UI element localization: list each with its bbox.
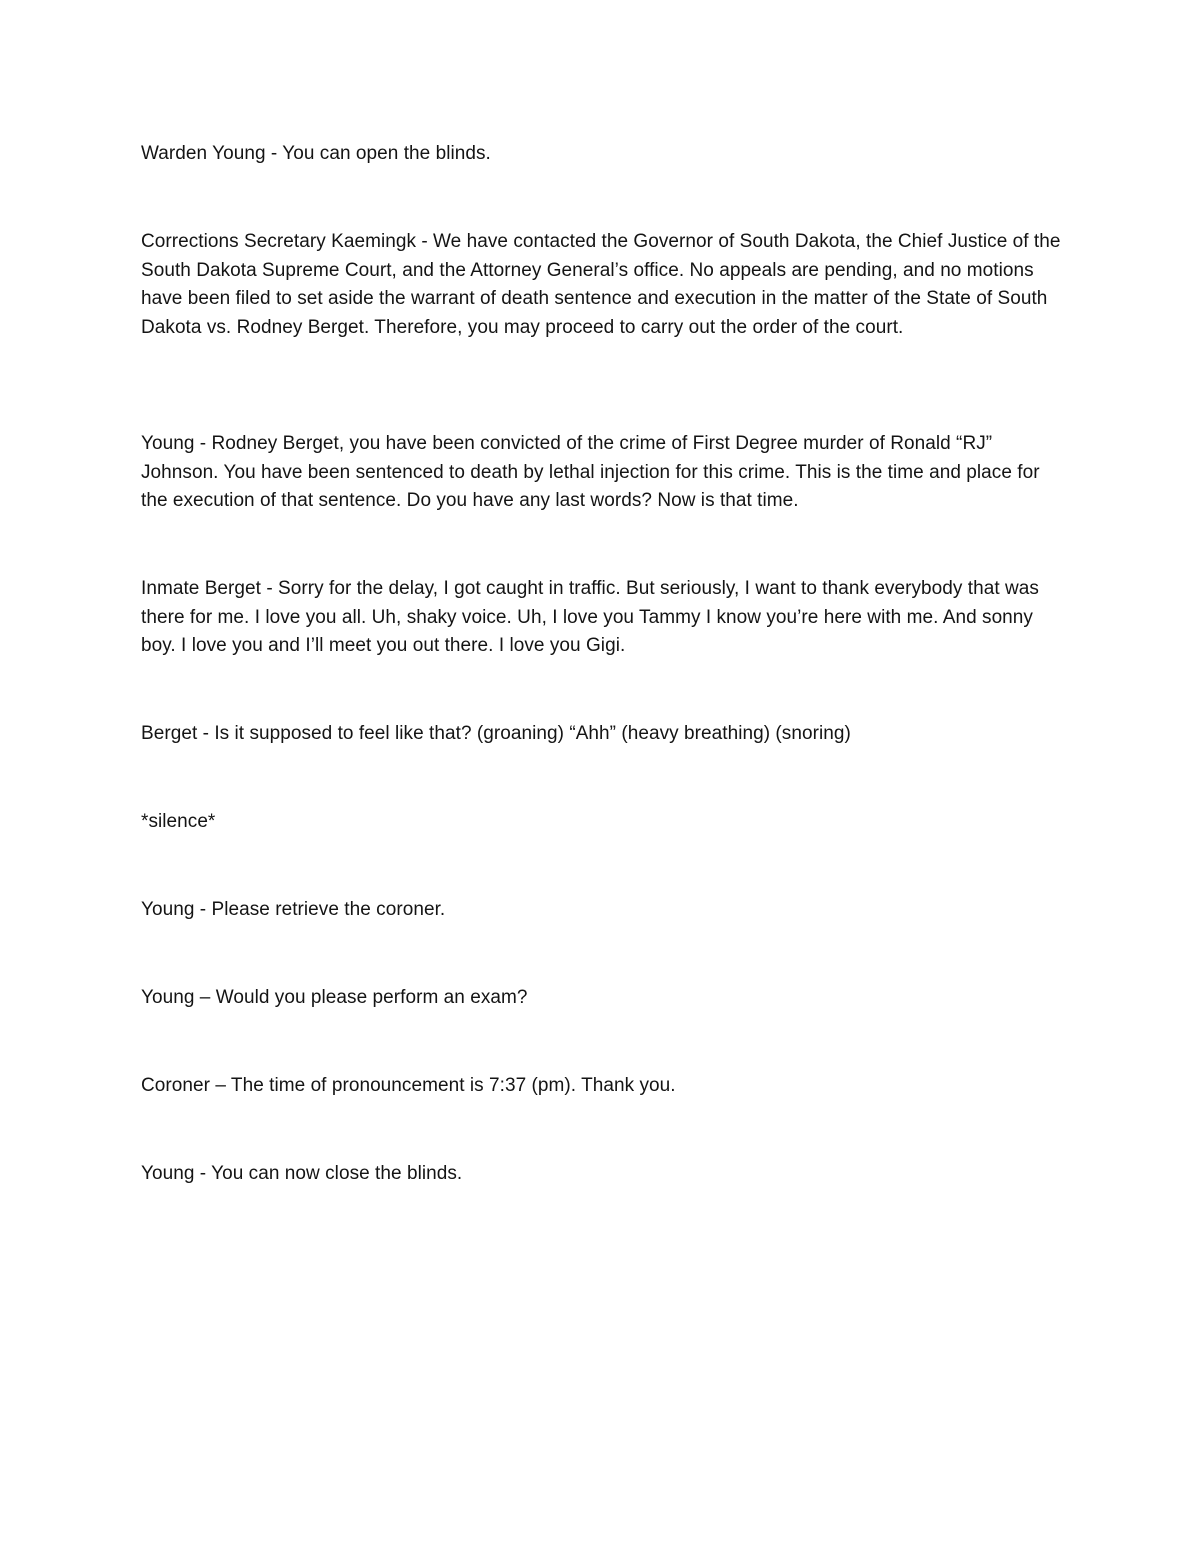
transcript-paragraph: Young – Would you please perform an exam? (141, 987, 528, 1008)
transcript-paragraph: Warden Young - You can open the blinds. (141, 143, 491, 164)
transcript-paragraph: Corrections Secretary Kaemingk - We have contacted the Governor of South Dakota, the Chief Justice of the South Dakota Supreme Court, and the Attorney General’s office. No appeals are pending, and no motions have been filed to set aside the warrant of death sentence and execution in the matter of the State of South Dakota vs. Rodney Berget. Therefore, you may proceed to carry out the order of the court. (141, 231, 1061, 339)
transcript-paragraph: Coroner – The time of pronouncement is 7:37 (pm). Thank you. (141, 1075, 676, 1096)
transcript-paragraph: Inmate Berget - Sorry for the delay, I got caught in traffic. But seriously, I want to thank everybody that was there for me. I love you all. Uh, shaky voice. Uh, I love you Tammy I know you’re here with me. And sonny boy. I love you and I’ll meet you out there. I love you Gigi. (141, 578, 1039, 657)
transcript-paragraph: *silence* (141, 811, 216, 832)
transcript-paragraph: Berget - Is it supposed to feel like that? (groaning) “Ahh” (heavy breathing) (snoring) (141, 723, 851, 744)
transcript-paragraph: Young - Please retrieve the coroner. (141, 899, 446, 920)
transcript-paragraph: Young - Rodney Berget, you have been convicted of the crime of First Degree murder of Ronald “RJ” Johnson. You have been sentenced to death by lethal injection for this crime. This is the time and place for the execution of that sentence. Do you have any last words? Now is that time. (141, 433, 1040, 512)
transcript-paragraph: Young - You can now close the blinds. (141, 1163, 463, 1184)
